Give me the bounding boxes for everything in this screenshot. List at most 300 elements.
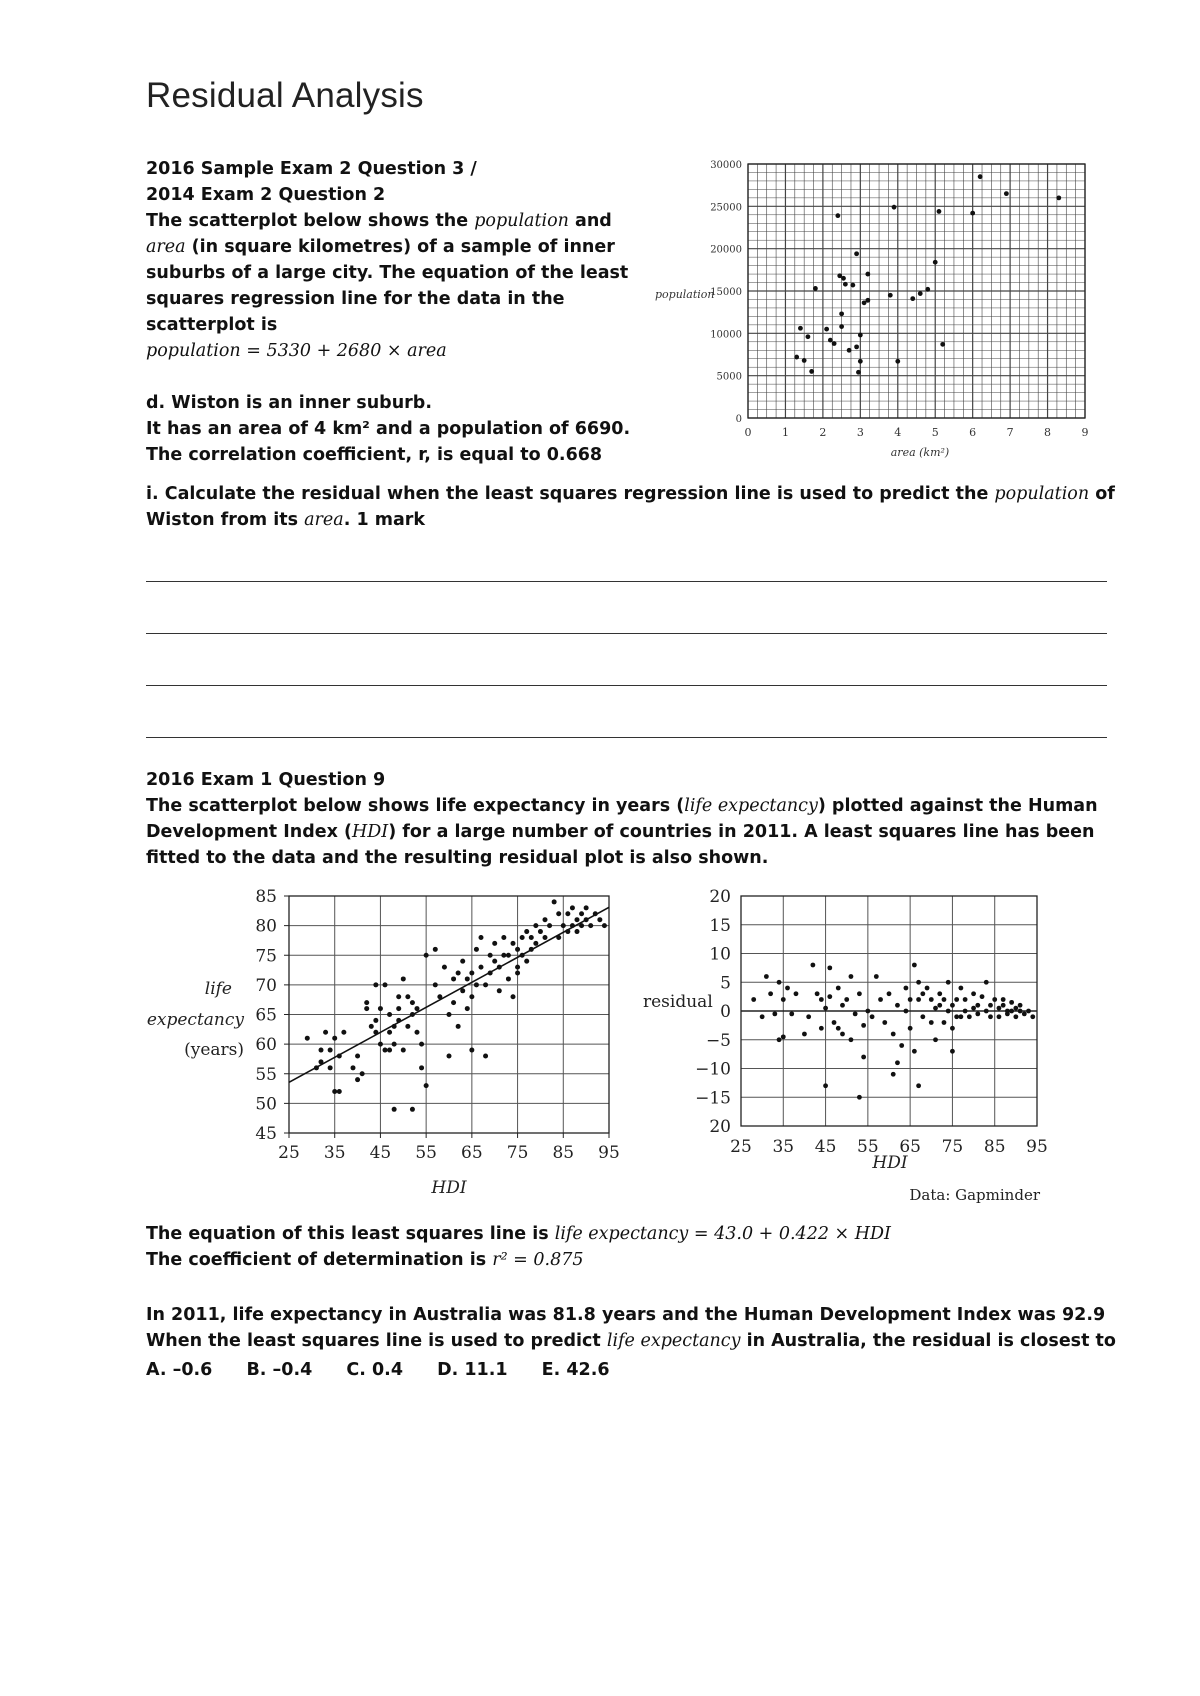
data-point	[888, 293, 893, 298]
data-point	[937, 209, 942, 214]
data-point	[396, 1018, 401, 1023]
x-tick-label: 85	[983, 1137, 1006, 1157]
data-point	[908, 997, 913, 1002]
data-point	[469, 971, 474, 976]
data-point	[865, 298, 870, 303]
x-tick-label: 8	[1044, 426, 1052, 439]
data-point	[1030, 1014, 1035, 1019]
data-point	[988, 1014, 993, 1019]
data-point	[827, 994, 832, 999]
data-point	[520, 935, 525, 940]
data-point	[942, 997, 947, 1002]
data-point	[401, 1048, 406, 1053]
data-point	[314, 1065, 319, 1070]
data-point	[844, 997, 849, 1002]
data-point	[328, 1065, 333, 1070]
y-tick-label: 10000	[710, 329, 742, 341]
q2-equations: The equation of this least squares line is life expectancy = 43.0 + 0.422 × HDI The coefficient of determination is r² = 0.875	[146, 1224, 891, 1270]
data-point	[908, 1026, 913, 1031]
data-point	[584, 905, 589, 910]
data-point	[963, 1009, 968, 1014]
q1-heading-line1: 2016 Sample Exam 2 Question 3 /	[146, 159, 477, 179]
q1-fact1: It has an area of 4 km² and a population of 6690.	[146, 419, 631, 439]
data-point	[854, 251, 859, 256]
y-tick-label: −10	[695, 1059, 731, 1080]
x-tick-label: 2	[819, 426, 827, 439]
option-e[interactable]: E. 42.6	[541, 1360, 610, 1380]
data-point	[392, 1024, 397, 1029]
data-point	[809, 369, 814, 374]
data-point	[405, 1024, 410, 1029]
y-tick-label: 85	[255, 887, 277, 907]
data-point	[373, 982, 378, 987]
y-tick-label: 75	[255, 946, 277, 967]
data-point	[579, 911, 584, 916]
data-point	[1022, 1011, 1027, 1016]
data-point	[570, 905, 575, 910]
data-point	[832, 341, 837, 346]
data-point	[465, 976, 470, 981]
data-point	[772, 1011, 777, 1016]
data-point	[355, 1053, 360, 1058]
data-point	[483, 982, 488, 987]
data-point	[937, 1003, 942, 1008]
q1-intro-d: squares regression line for the data in the	[146, 289, 565, 309]
data-point	[832, 1020, 837, 1025]
data-point	[933, 1006, 938, 1011]
data-point	[543, 917, 548, 922]
data-point	[506, 953, 511, 958]
data-point	[460, 988, 465, 993]
data-point	[433, 982, 438, 987]
data-point	[849, 1037, 854, 1042]
data-point	[828, 338, 833, 343]
y-tick-label: 10	[709, 944, 731, 965]
data-point	[841, 276, 846, 281]
data-point	[850, 283, 855, 288]
data-point	[781, 1034, 786, 1039]
data-point	[839, 311, 844, 316]
data-point	[777, 1037, 782, 1042]
data-point	[556, 935, 561, 940]
data-point	[415, 1030, 420, 1035]
data-point	[360, 1071, 365, 1076]
data-point	[579, 923, 584, 928]
y-tick-label: 55	[255, 1064, 277, 1085]
data-point	[802, 358, 807, 363]
q1-intro-a: The scatterplot below shows the population and	[146, 211, 612, 231]
data-point	[970, 211, 975, 216]
y-tick-label: 5	[720, 973, 731, 994]
data-point	[963, 997, 968, 1002]
data-point	[529, 947, 534, 952]
data-point	[447, 1012, 452, 1017]
data-point	[392, 1042, 397, 1047]
data-point	[929, 997, 934, 1002]
data-point	[815, 991, 820, 996]
data-point	[813, 286, 818, 291]
x-tick-label: 1	[781, 426, 789, 439]
q2-r2: r² = 0.875	[492, 1250, 584, 1270]
data-point	[950, 1026, 955, 1031]
data-point	[305, 1036, 310, 1041]
data-point	[323, 1030, 328, 1035]
data-point	[533, 941, 538, 946]
data-point	[456, 1024, 461, 1029]
data-point	[856, 370, 861, 375]
data-point	[1056, 195, 1061, 200]
data-point	[415, 1006, 420, 1011]
data-point	[515, 947, 520, 952]
data-point	[547, 923, 552, 928]
x-tick-label: 55	[857, 1137, 879, 1157]
data-point	[958, 1014, 963, 1019]
data-point	[1018, 1003, 1023, 1008]
data-point	[401, 976, 406, 981]
y-tick-label: 0	[720, 1002, 731, 1022]
y-tick-label: 20000	[710, 244, 742, 256]
data-point	[1018, 1009, 1023, 1014]
data-point	[492, 959, 497, 964]
data-point	[781, 997, 786, 1002]
data-point	[861, 1055, 866, 1060]
data-point	[529, 935, 534, 940]
data-point	[899, 1043, 904, 1048]
data-point	[1013, 1006, 1018, 1011]
data-point	[789, 1011, 794, 1016]
x-tick-label: 55	[415, 1143, 437, 1163]
data-point	[396, 1006, 401, 1011]
data-point	[950, 1049, 955, 1054]
data-point	[469, 994, 474, 999]
y-tick-label: 15000	[710, 287, 742, 298]
data-point	[433, 947, 438, 952]
data-point	[954, 1014, 959, 1019]
data-point	[561, 923, 566, 928]
data-point	[840, 1032, 845, 1037]
data-point	[419, 1065, 424, 1070]
data-point	[506, 976, 511, 981]
data-point	[552, 899, 557, 904]
data-point	[940, 342, 945, 347]
data-point	[460, 959, 465, 964]
life-expectancy-ticks	[255, 887, 619, 1163]
data-point	[1005, 1011, 1010, 1016]
residual-grid	[741, 896, 1037, 1126]
x-tick-label: 5	[931, 426, 939, 439]
data-point	[895, 1060, 900, 1065]
data-point	[332, 1036, 337, 1041]
data-point	[806, 1014, 811, 1019]
answer-line-2[interactable]	[146, 633, 1107, 634]
answer-line-1[interactable]	[146, 581, 1107, 582]
y-tick-label: 60	[255, 1035, 277, 1056]
data-point	[405, 994, 410, 999]
data-point	[570, 923, 575, 928]
data-point	[882, 1020, 887, 1025]
y-tick-label: 0	[735, 414, 742, 425]
data-point	[971, 1006, 976, 1011]
answer-line-4[interactable]	[146, 737, 1107, 738]
data-point	[835, 213, 840, 218]
data-point	[794, 991, 799, 996]
data-point	[479, 935, 484, 940]
data-point	[858, 359, 863, 364]
answer-line-3[interactable]	[146, 685, 1107, 686]
data-point	[819, 997, 824, 1002]
data-point	[920, 1014, 925, 1019]
data-point	[597, 917, 602, 922]
y-tick-label: 65	[255, 1005, 277, 1026]
data-point	[910, 296, 915, 301]
x-tick-label: 95	[1026, 1137, 1048, 1157]
data-point	[474, 947, 479, 952]
data-point	[912, 1049, 917, 1054]
q2-australia: In 2011, life expectancy in Australia was 81.8 years and the Human Development Index was 92.9 When the least squares line is used to predict life expectancy in Australia, the residual is closest to	[146, 1305, 1116, 1351]
data-point	[836, 986, 841, 991]
data-point	[538, 929, 543, 934]
data-point	[843, 282, 848, 287]
data-point	[865, 1009, 870, 1014]
x-tick-label: 75	[506, 1143, 529, 1163]
data-point	[565, 929, 570, 934]
data-point	[819, 1026, 824, 1031]
data-point	[802, 1032, 807, 1037]
data-point	[543, 935, 548, 940]
data-point	[565, 911, 570, 916]
data-point	[447, 1053, 452, 1058]
option-c[interactable]: C. 0.4	[346, 1360, 403, 1380]
data-point	[451, 976, 456, 981]
y-tick-label: −15	[695, 1088, 731, 1109]
data-point	[925, 986, 930, 991]
data-point	[904, 1009, 909, 1014]
data-point	[474, 982, 479, 987]
data-point	[593, 911, 598, 916]
q1-intro-b: area (in square kilometres) of a sample of inner	[146, 237, 615, 257]
population-axis-label: population	[655, 288, 715, 301]
q2-text: 2016 Exam 1 Question 9 The scatterplot below shows life expectancy in years (life expectancy) plotted against the Human Development Index (HDI) for a large number of countries in 2011. A least squares line has been fitted to the data and the resulting residual plot is also shown.	[146, 767, 1146, 871]
data-point	[858, 333, 863, 338]
area-axis-label: area (km²)	[890, 446, 950, 459]
data-point	[351, 1065, 356, 1070]
data-point	[849, 974, 854, 979]
data-point	[584, 917, 589, 922]
data-point	[836, 1026, 841, 1031]
population-area-chart	[620, 150, 1100, 470]
x-tick-label: 25	[278, 1143, 300, 1163]
data-point	[857, 1095, 862, 1100]
data-point	[810, 963, 815, 968]
data-point	[1026, 1009, 1031, 1014]
q1-text	[146, 156, 666, 468]
life-expectancy-chart	[140, 878, 630, 1198]
data-source: Data: Gapminder	[909, 1186, 1040, 1204]
answer-options	[146, 1357, 1146, 1383]
data-point	[997, 1014, 1002, 1019]
y-tick-label: 50	[255, 1094, 277, 1115]
life-expectancy-ylabel-1: life	[204, 979, 232, 999]
q2-equation: life expectancy = 43.0 + 0.422 × HDI	[554, 1224, 891, 1244]
data-point	[524, 929, 529, 934]
q1-equation: population = 5330 + 2680 × area	[146, 341, 447, 361]
data-point	[479, 965, 484, 970]
y-tick-label: 5000	[716, 371, 742, 383]
data-point	[916, 1083, 921, 1088]
data-point	[456, 971, 461, 976]
data-point	[937, 991, 942, 996]
data-point	[492, 941, 497, 946]
residual-hdi-label: HDI	[872, 1153, 908, 1173]
data-point	[916, 980, 921, 985]
data-point	[469, 1048, 474, 1053]
data-point	[497, 988, 502, 993]
data-point	[515, 965, 520, 970]
data-point	[785, 986, 790, 991]
residual-axis-label: residual	[643, 992, 713, 1012]
x-tick-label: 3	[856, 426, 864, 439]
data-point	[933, 1037, 938, 1042]
q1-intro-e: scatterplot is	[146, 315, 278, 335]
data-point	[806, 334, 811, 339]
data-point	[760, 1014, 765, 1019]
residual-points	[751, 963, 1035, 1100]
data-point	[978, 174, 983, 179]
data-point	[410, 1107, 415, 1112]
population-area-grid	[748, 164, 1085, 418]
data-point	[1001, 997, 1006, 1002]
data-point	[419, 1042, 424, 1047]
data-point	[483, 1053, 488, 1058]
data-point	[1004, 191, 1009, 196]
x-tick-label: 65	[899, 1137, 921, 1157]
q1-question-i: i. Calculate the residual when the least squares regression line is used to predict the population of Wiston from its area. 1 mark	[146, 484, 1115, 530]
data-point	[511, 994, 516, 999]
data-point	[916, 997, 921, 1002]
data-point	[319, 1059, 324, 1064]
data-point	[824, 327, 829, 332]
hdi-axis-label: HDI	[431, 1178, 467, 1198]
data-point	[768, 991, 773, 996]
data-point	[488, 971, 493, 976]
data-point	[451, 1000, 456, 1005]
data-point	[497, 965, 502, 970]
data-point	[794, 355, 799, 360]
data-point	[378, 1006, 383, 1011]
data-point	[870, 1014, 875, 1019]
data-point	[861, 1023, 866, 1028]
data-point	[387, 1030, 392, 1035]
data-point	[424, 1083, 429, 1088]
data-point	[556, 911, 561, 916]
data-point	[946, 980, 951, 985]
data-point	[798, 326, 803, 331]
data-point	[369, 1024, 374, 1029]
data-point	[954, 997, 959, 1002]
data-point	[515, 971, 520, 976]
data-point	[602, 923, 607, 928]
x-tick-label: 65	[461, 1143, 483, 1163]
life-expectancy-points	[305, 899, 607, 1111]
data-point	[575, 917, 580, 922]
y-tick-label: 80	[255, 916, 277, 937]
x-tick-label: 9	[1081, 426, 1089, 439]
data-point	[501, 935, 506, 940]
data-point	[840, 1003, 845, 1008]
data-point	[895, 359, 900, 364]
data-point	[984, 1009, 989, 1014]
data-point	[950, 1003, 955, 1008]
data-point	[337, 1089, 342, 1094]
data-point	[891, 1072, 896, 1077]
data-point	[341, 1030, 346, 1035]
data-point	[383, 1048, 388, 1053]
data-point	[992, 997, 997, 1002]
data-point	[1013, 1014, 1018, 1019]
data-point	[997, 1006, 1002, 1011]
data-point	[827, 965, 832, 970]
data-point	[501, 953, 506, 958]
data-point	[874, 974, 879, 979]
x-tick-label: 45	[814, 1137, 837, 1157]
q1-intro-c: suburbs of a large city. The equation of the least	[146, 263, 629, 283]
data-point	[764, 974, 769, 979]
data-point	[920, 991, 925, 996]
life-expectancy-grid	[284, 896, 609, 1138]
y-tick-label: −5	[705, 1030, 731, 1051]
data-point	[865, 272, 870, 277]
data-point	[777, 980, 782, 985]
data-point	[823, 1083, 828, 1088]
x-tick-label: 7	[1006, 426, 1014, 439]
data-point	[533, 923, 538, 928]
data-point	[839, 324, 844, 329]
data-point	[373, 1030, 378, 1035]
data-point	[892, 205, 897, 210]
data-point	[918, 291, 923, 296]
y-tick-label: 45	[255, 1124, 277, 1144]
data-point	[511, 941, 516, 946]
q1-part-d-label: d. Wiston is an inner suburb.	[146, 393, 432, 413]
data-point	[465, 1006, 470, 1011]
data-point	[975, 1003, 980, 1008]
data-point	[588, 923, 593, 928]
x-tick-label: 85	[552, 1143, 575, 1163]
option-a[interactable]: A. –0.6	[146, 1360, 213, 1380]
data-point	[853, 1011, 858, 1016]
x-tick-label: 6	[969, 426, 977, 439]
y-tick-label: 20	[709, 887, 731, 907]
data-point	[332, 1089, 337, 1094]
option-d[interactable]: D. 11.1	[437, 1360, 508, 1380]
data-point	[912, 963, 917, 968]
y-tick-label: 15	[709, 915, 731, 936]
data-point	[751, 997, 756, 1002]
data-point	[410, 1012, 415, 1017]
data-point	[364, 1006, 369, 1011]
data-point	[396, 994, 401, 999]
data-point	[488, 953, 493, 958]
x-tick-label: 35	[772, 1137, 795, 1157]
x-tick-label: 45	[369, 1143, 392, 1163]
data-point	[410, 1000, 415, 1005]
data-point	[437, 994, 442, 999]
y-tick-label: 25000	[710, 202, 742, 214]
x-tick-label: 95	[598, 1143, 620, 1163]
data-point	[878, 997, 883, 1002]
option-b[interactable]: B. –0.4	[246, 1360, 313, 1380]
life-expectancy-ylabel-3: (years)	[184, 1040, 244, 1060]
